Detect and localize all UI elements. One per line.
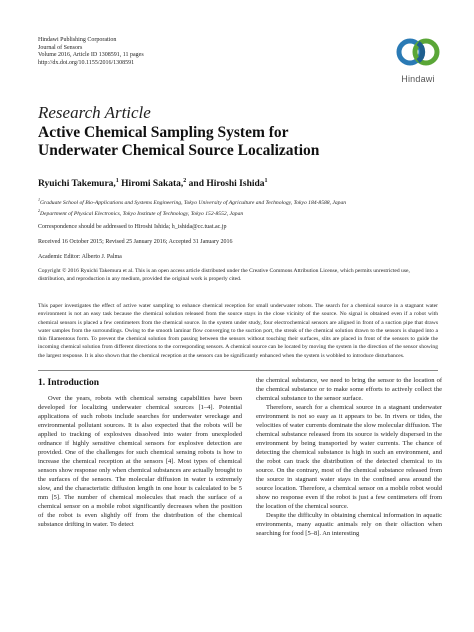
logo-wordmark: Hindawi bbox=[401, 74, 435, 84]
correspondence-line: Correspondence should be addressed to Hiroshi Ishida; h_ishida@cc.tuat.ac.jp bbox=[38, 224, 227, 230]
affiliation-2: $^2$Department of Physical Electronics, Tokyo Institute of Technology, Tokyo 152-8552, Japan bbox=[38, 208, 244, 218]
article-title: Active Chemical Sampling System for Underwater Chemical Source Localization bbox=[38, 124, 320, 159]
hindawi-logo bbox=[394, 32, 442, 88]
section-heading: 1. Introduction bbox=[38, 378, 100, 388]
author-name: Hiromi Sakata, bbox=[121, 179, 184, 190]
copyright-notice: Copyright © 2016 Ryuichi Takemura et al. This is an open access article distributed under the Creative Commons Attribution License, which permits unrestricted use, distribution, and reproduction in any medium, provided the original work is properly cited. bbox=[38, 268, 410, 283]
left-column bbox=[38, 394, 242, 529]
abstract: This paper investigates the effect of active water sampling to enhance chemical reception for small underwater robots. The search for a chemical source in a stagnant water environment is not an easy task because the chemical solution released from the source stays in the close vicinity of the source. No signal is obtained even if a robot with chemical sensors is placed a few centimeters from the chemical source. In the system under study, four electrochemical sensors are aligned in front of a suction pipe that draws water samples from the surroundings. Owing to the smooth laminar flow converging to the suction port, the streak of the chemical solution drawn to the sensors is shaped into a thin filamentous form. To prevent the chemical solution from passing between the sensors without touching their surfaces, slits are placed in front of the sensors to guide the incoming chemical solution from different directions to the corresponding sensors. A chemical source can be located by moving the system in the direction of the sensor showing the largest response. It is also shown that the chemical reception at the sensors can be significantly enhanced when the system is wobbled to introduce disturbances. bbox=[38, 303, 438, 359]
editor-line: Academic Editor: Alberto J. Palma bbox=[38, 254, 122, 260]
article-type: Research Article bbox=[38, 103, 151, 122]
author-list: Ryuichi Takemura,$^1$ Hiromi Sakata,$^2$ and Hiroshi Ishida$^1$ bbox=[38, 178, 268, 190]
right-column bbox=[256, 376, 442, 538]
hindawi-rings-icon bbox=[394, 32, 442, 72]
affiliations bbox=[38, 196, 448, 219]
journal-name: Journal of Sensors bbox=[38, 44, 83, 51]
journal-header bbox=[38, 37, 144, 67]
paragraph: the chemical substance, we need to bring the sensor to the location of the chemical substance or to make some efforts to actively collect the chemical substance to the sensor surface. bbox=[256, 377, 442, 402]
dates-line: Received 16 October 2015; Revised 25 January 2016; Accepted 31 January 2016 bbox=[38, 239, 233, 245]
affiliation-1: $^1$Graduate School of Bio-Applications and Systems Engineering, Tokyo University of Agriculture and Technology, Tokyo 184-8588, Japan bbox=[38, 197, 347, 206]
volume-info: Volume 2016, Article ID 1308591, 11 pages bbox=[38, 52, 144, 59]
paragraph: Over the years, robots with chemical sensing capabilities have been developed for localizing underwater chemical sources [1–4]. Potential applications of such robots include searches for underwater wreckage and environmental pollutant sources. It is also expected that the robots will be applied to tracking of explosives dissolved into water from unexploded ordnance if highly sensitive chemical sensors for explosive detection are provided. One of the challenges for such chemical sensing robots is how to increase the chemical reception at the sensors [4]. Most types of chemical sensors show response only when chemical substances are actually brought to the surfaces of the sensors. The molecular diffusion in water is extremely slow, and the characteristic diffusion length in one hour is calculated to be 5 mm [5]. The number of chemical molecules that reach the surface of a chemical sensor on a mobile robot significantly decreases when the position of the robot is even slightly off from the distribution of the chemical substance drifting in water. To detect bbox=[38, 395, 242, 528]
author-name: Hiroshi Ishida bbox=[206, 179, 265, 190]
paragraph: Despite the difficulty in obtaining chemical information in aquatic environments, many aquatic animals rely on their olfaction when searching for food [5–8]. An interesting bbox=[256, 512, 442, 537]
author-name: Ryuichi Takemura, bbox=[38, 179, 116, 190]
divider bbox=[38, 370, 438, 371]
publisher-name: Hindawi Publishing Corporation bbox=[38, 37, 117, 43]
paragraph: Therefore, search for a chemical source in a stagnant underwater environment is not so easy as it appears to be. In rivers or tides, the velocities of water currents dominate the slow molecular diffusion. The chemical substance released from its source is widely dispersed in the environment by being transported by water currents. The chance of detecting the chemical substance is high in such an environment, and the robot can track the distribution of the detected chemical to its source. On the contrary, most of the chemical substance released from the source in stagnant water stays in the confined area around the source location. Therefore, a chemical sensor on a mobile robot would show no response even if the robot is just a few centimeters off from the location of the chemical source. bbox=[256, 404, 442, 510]
doi-link[interactable]: http://dx.doi.org/10.1155/2016/1308591 bbox=[38, 59, 135, 66]
